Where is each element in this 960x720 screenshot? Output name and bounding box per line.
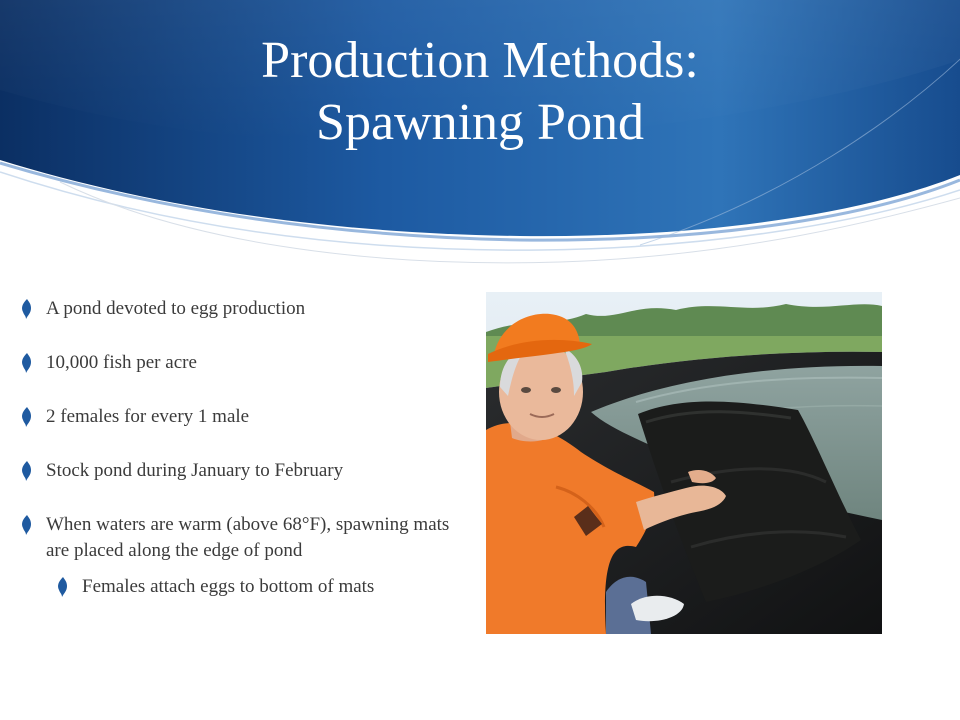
title-line-1: Production Methods: [261, 32, 699, 89]
leaf-bullet-icon [20, 515, 32, 535]
leaf-bullet-icon [20, 407, 32, 427]
leaf-bullet-icon [20, 461, 32, 481]
bullet-text: A pond devoted to egg production [46, 298, 306, 319]
sub-bullet-item [20, 574, 475, 600]
leaf-bullet-icon [20, 299, 32, 319]
bullet-item [20, 458, 475, 484]
leaf-bullet-icon [56, 577, 68, 597]
title-line-2: Spawning Pond [316, 94, 644, 151]
sub-bullet-text: Females attach eggs to bottom of mats [82, 576, 375, 597]
slide-title [120, 30, 840, 154]
bullet-item [20, 296, 475, 322]
bullet-item [20, 350, 475, 376]
bullet-text: Stock pond during January to February [46, 460, 344, 481]
bullet-item [20, 404, 475, 430]
bullet-list [20, 296, 475, 600]
bullet-text: 10,000 fish per acre [46, 352, 197, 373]
bullet-text: When waters are warm (above 68°F), spawning mats are placed along the edge of pond [46, 514, 450, 561]
bullet-text: 2 females for every 1 male [46, 406, 250, 427]
leaf-bullet-icon [20, 353, 32, 373]
bullet-item [20, 512, 475, 564]
photo-man-holding-spawning-mat [486, 292, 882, 634]
